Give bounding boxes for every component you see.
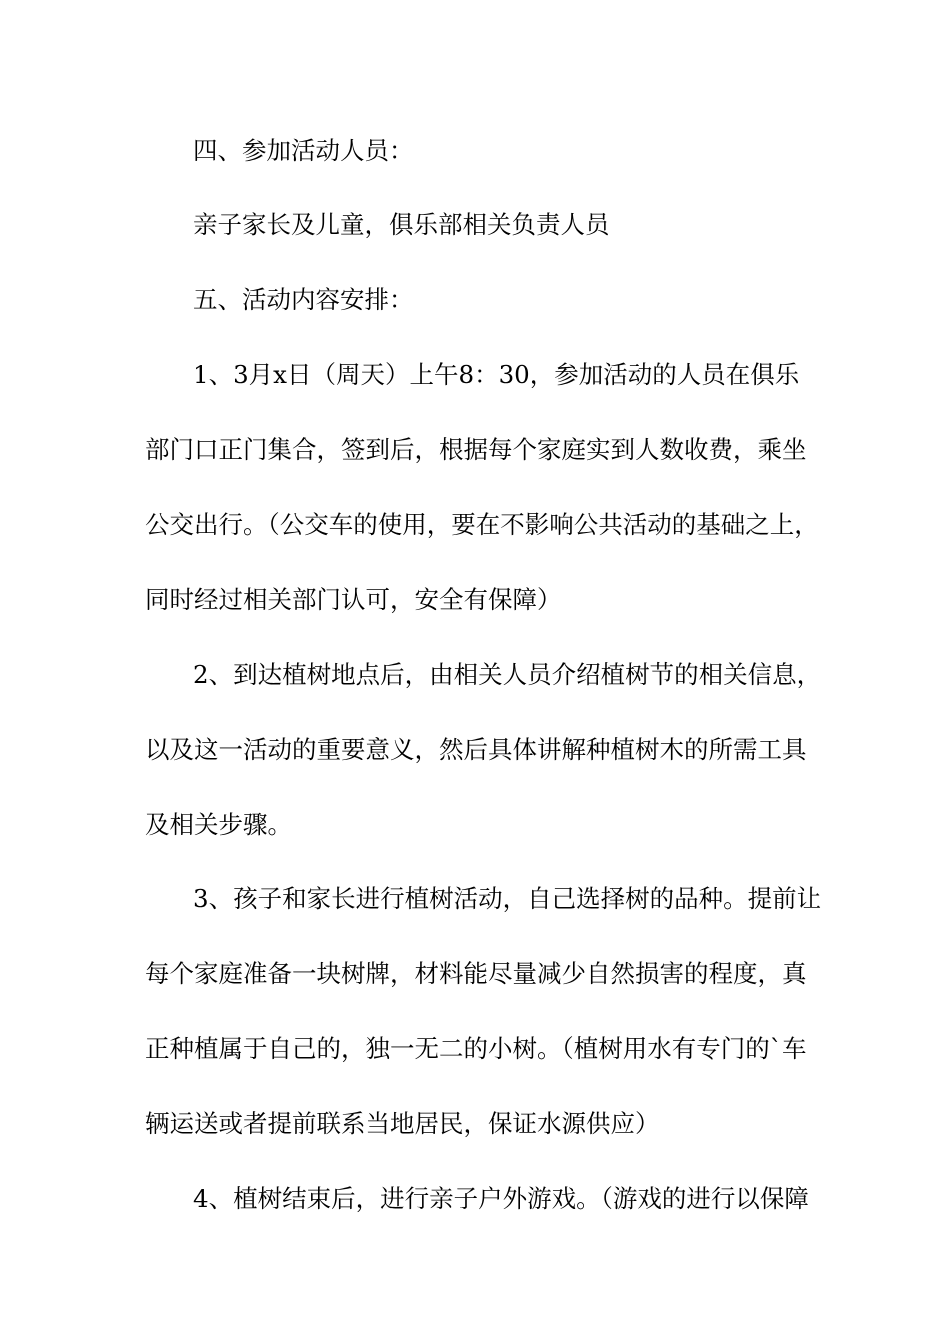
paragraph-3-line-3: 正种植属于自己的，独一无二的小树。（植树用水有专门的`车	[145, 1034, 807, 1063]
paragraph-4-line-1: 4、植树结束后，进行亲子户外游戏。（游戏的进行以保障	[193, 1184, 809, 1213]
paragraph-3-line-1: 3、孩子和家长进行植树活动，自己选择树的品种。提前让	[193, 884, 822, 913]
paragraph-2-line-3: 及相关步骤。	[145, 810, 292, 839]
participants-text: 亲子家长及儿童，俱乐部相关负责人员	[193, 210, 610, 239]
paragraph-3-line-2: 每个家庭准备一块树牌，材料能尽量减少自然损害的程度，真	[145, 959, 807, 988]
section-heading-schedule: 五、活动内容安排：	[193, 285, 414, 314]
paragraph-2-line-1: 2、到达植树地点后，由相关人员介绍植树节的相关信息，	[193, 660, 822, 689]
paragraph-1-line-2: 部门口正门集合，签到后，根据每个家庭实到人数收费，乘坐	[145, 435, 807, 464]
paragraph-1-line-4: 同时经过相关部门认可，安全有保障）	[145, 585, 562, 614]
paragraph-1-line-3: 公交出行。（公交车的使用，要在不影响公共活动的基础之上，	[145, 510, 819, 539]
paragraph-2-line-2: 以及这一活动的重要意义，然后具体讲解种植树木的所需工具	[145, 735, 807, 764]
paragraph-1-line-1: 1、3月x日（周天）上午8：30，参加活动的人员在俱乐	[193, 360, 800, 389]
paragraph-3-line-4: 辆运送或者提前联系当地居民，保证水源供应）	[145, 1109, 660, 1138]
section-heading-participants: 四、参加活动人员：	[193, 136, 414, 165]
